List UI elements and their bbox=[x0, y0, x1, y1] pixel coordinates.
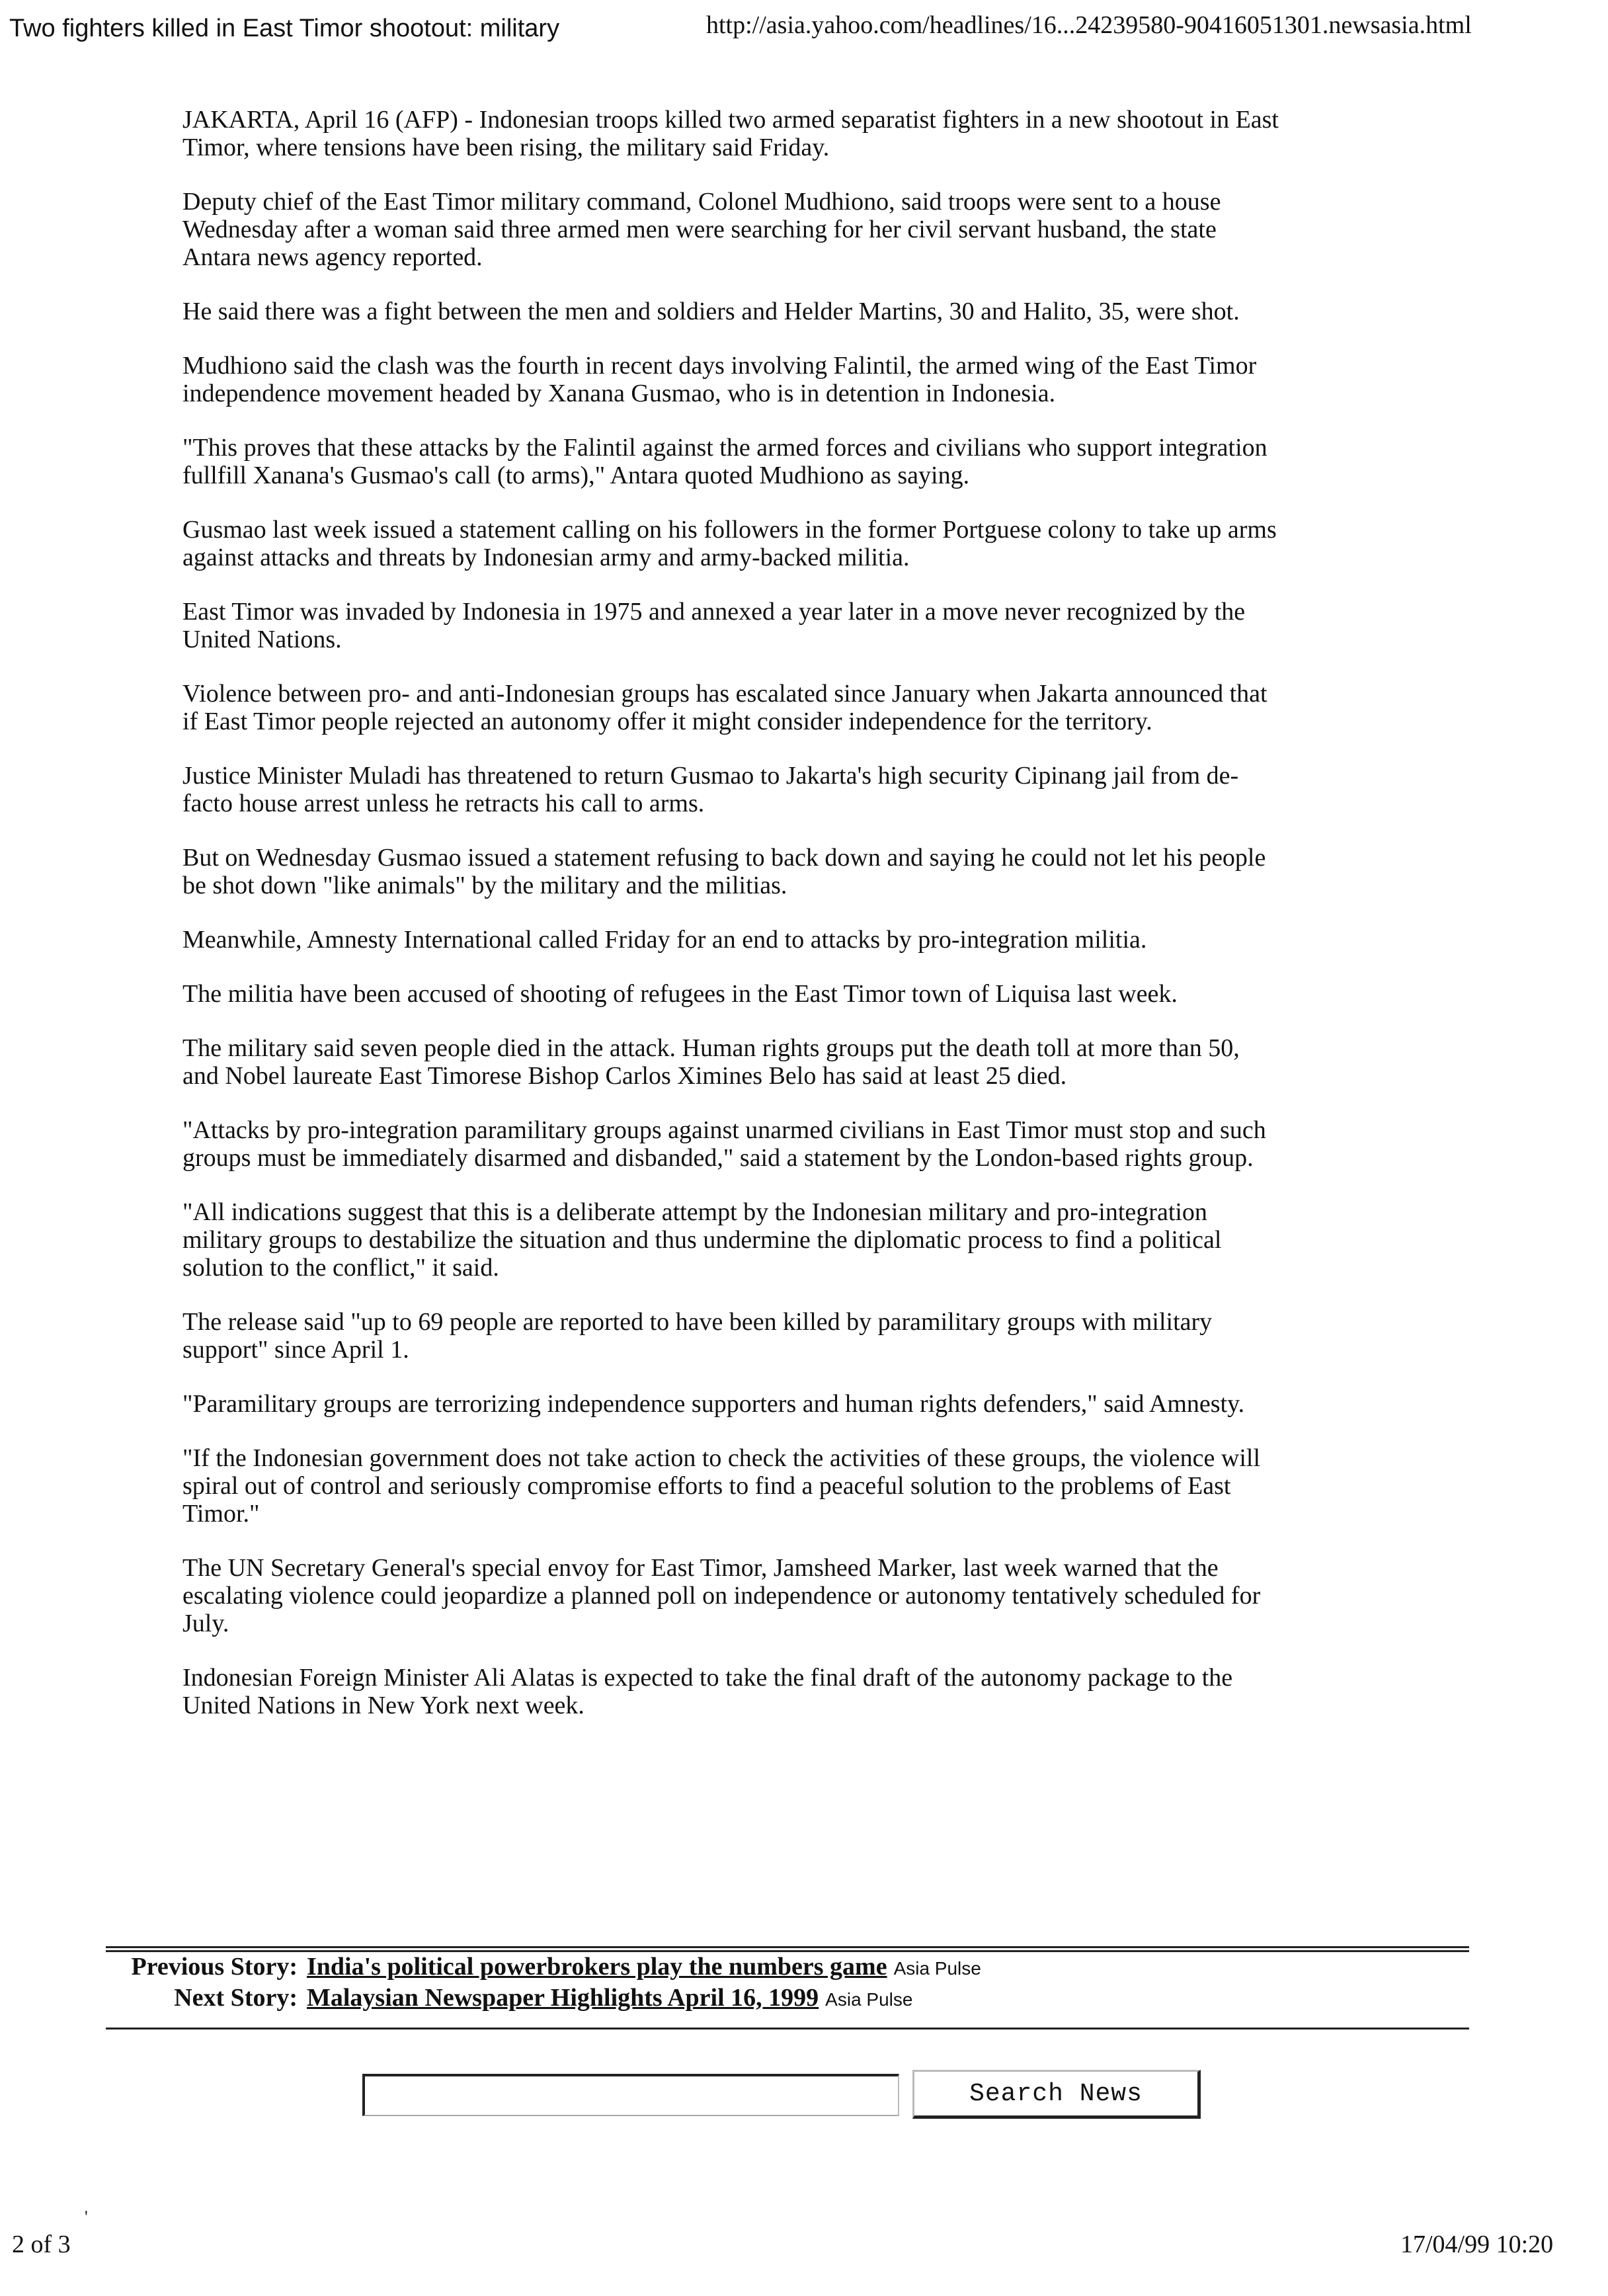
paragraph: East Timor was invaded by Indonesia in 1975 and annexed a year later in a move never recognized by the United Nations. bbox=[182, 598, 1246, 653]
paragraph: The militia have been accused of shooting of refugees in the East Timor town of Liquisa last week. bbox=[182, 980, 1178, 1008]
paragraph: The military said seven people died in the attack. Human rights groups put the death toll at more than 50, and Nobel laureate East Timorese Bishop Carlos Ximines Belo has said at least 25 died. bbox=[182, 1034, 1240, 1090]
page-number: 2 of 3 bbox=[12, 2231, 71, 2258]
paragraph: The release said "up to 69 people are reported to have been killed by paramilitary groups with military support" since April 1. bbox=[182, 1308, 1213, 1364]
previous-story-row bbox=[106, 1952, 1469, 1983]
next-story-row bbox=[106, 1983, 1469, 2014]
article-body bbox=[182, 106, 1280, 1746]
paragraph: "Attacks by pro-integration paramilitary groups against unarmed civilians in East Timor must stop and such groups must be immediately disarmed and disbanded," said a statement by the London-based rights group. bbox=[182, 1116, 1266, 1172]
paragraph: Violence between pro- and anti-Indonesian groups has escalated since January when Jakarta announced that if East Timor people rejected an autonomy offer it might consider independence for the territory. bbox=[182, 680, 1267, 735]
previous-story-label: Previous Story: bbox=[131, 1953, 298, 1981]
paragraph: "Paramilitary groups are terrorizing independence supporters and human rights defenders," said Amnesty. bbox=[182, 1390, 1245, 1418]
divider bbox=[106, 2028, 1469, 2030]
paragraph: The UN Secretary General's special envoy for East Timor, Jamsheed Marker, last week warned that the escalating violence could jeopardize a planned poll on independence or autonomy tentatively scheduled for July. bbox=[182, 1554, 1261, 1637]
paragraph: "If the Indonesian government does not take action to check the activities of these groups, the violence will spiral out of control and seriously compromise efforts to find a peaceful solution to the problems of East Timor." bbox=[182, 1444, 1261, 1528]
divider-double bbox=[106, 1946, 1469, 1952]
previous-story-source: Asia Pulse bbox=[893, 1958, 981, 1979]
paragraph: Gusmao last week issued a statement calling on his followers in the former Portguese colony to take up arms against attacks and threats by Indonesian army and army-backed militia. bbox=[182, 516, 1277, 571]
next-story-label: Next Story: bbox=[174, 1984, 298, 2012]
paragraph: But on Wednesday Gusmao issued a statement refusing to back down and saying he could not let his people be shot down "like animals" by the military and the militias. bbox=[182, 844, 1266, 899]
page-url: http://asia.yahoo.com/headlines/16...24239580-90416051301.newsasia.html bbox=[706, 11, 1472, 39]
paragraph: Indonesian Foreign Minister Ali Alatas is expected to take the final draft of the autonomy package to the United Nations in New York next week. bbox=[182, 1664, 1233, 1719]
paragraph: JAKARTA, April 16 (AFP) - Indonesian troops killed two armed separatist fighters in a new shootout in East Timor, where tensions have been rising, the military said Friday. bbox=[182, 106, 1279, 161]
next-story-link[interactable]: Malaysian Newspaper Highlights April 16, 1999 bbox=[307, 1984, 819, 2012]
paragraph: Deputy chief of the East Timor military command, Colonel Mudhiono, said troops were sent to a house Wednesday after a woman said three armed men were searching for her civil servant husband, the state Antara news agency reported. bbox=[182, 188, 1221, 271]
print-datetime: 17/04/99 10:20 bbox=[1400, 2231, 1554, 2258]
page-mark: ' bbox=[85, 2207, 88, 2227]
search-news-button[interactable]: Search News bbox=[912, 2070, 1201, 2119]
paragraph: Justice Minister Muladi has threatened to return Gusmao to Jakarta's high security Cipinang jail from de-facto house arrest unless he retracts his call to arms. bbox=[182, 762, 1239, 817]
paragraph: "This proves that these attacks by the Falintil against the armed forces and civilians who support integration fullfill Xanana's Gusmao's call (to arms)," Antara quoted Mudhiono as saying. bbox=[182, 434, 1267, 489]
story-navigation bbox=[106, 1952, 1469, 2014]
paragraph: "All indications suggest that this is a deliberate attempt by the Indonesian military and pro-integration military groups to destabilize the situation and thus undermine the diplomatic process to find a political solution to the conflict," it said. bbox=[182, 1198, 1222, 1282]
search-input[interactable] bbox=[362, 2074, 899, 2116]
paragraph: He said there was a fight between the men and soldiers and Helder Martins, 30 and Halito, 35, were shot. bbox=[182, 298, 1240, 325]
paragraph: Meanwhile, Amnesty International called Friday for an end to attacks by pro-integration militia. bbox=[182, 926, 1147, 954]
page-title: Two fighters killed in East Timor shootout: military bbox=[9, 15, 560, 42]
paragraph: Mudhiono said the clash was the fourth in recent days involving Falintil, the armed wing of the East Timor independence movement headed by Xanana Gusmao, who is in detention in Indonesia. bbox=[182, 352, 1257, 407]
next-story-source: Asia Pulse bbox=[825, 1989, 913, 2010]
previous-story-link[interactable]: India's political powerbrokers play the numbers game bbox=[307, 1953, 887, 1981]
